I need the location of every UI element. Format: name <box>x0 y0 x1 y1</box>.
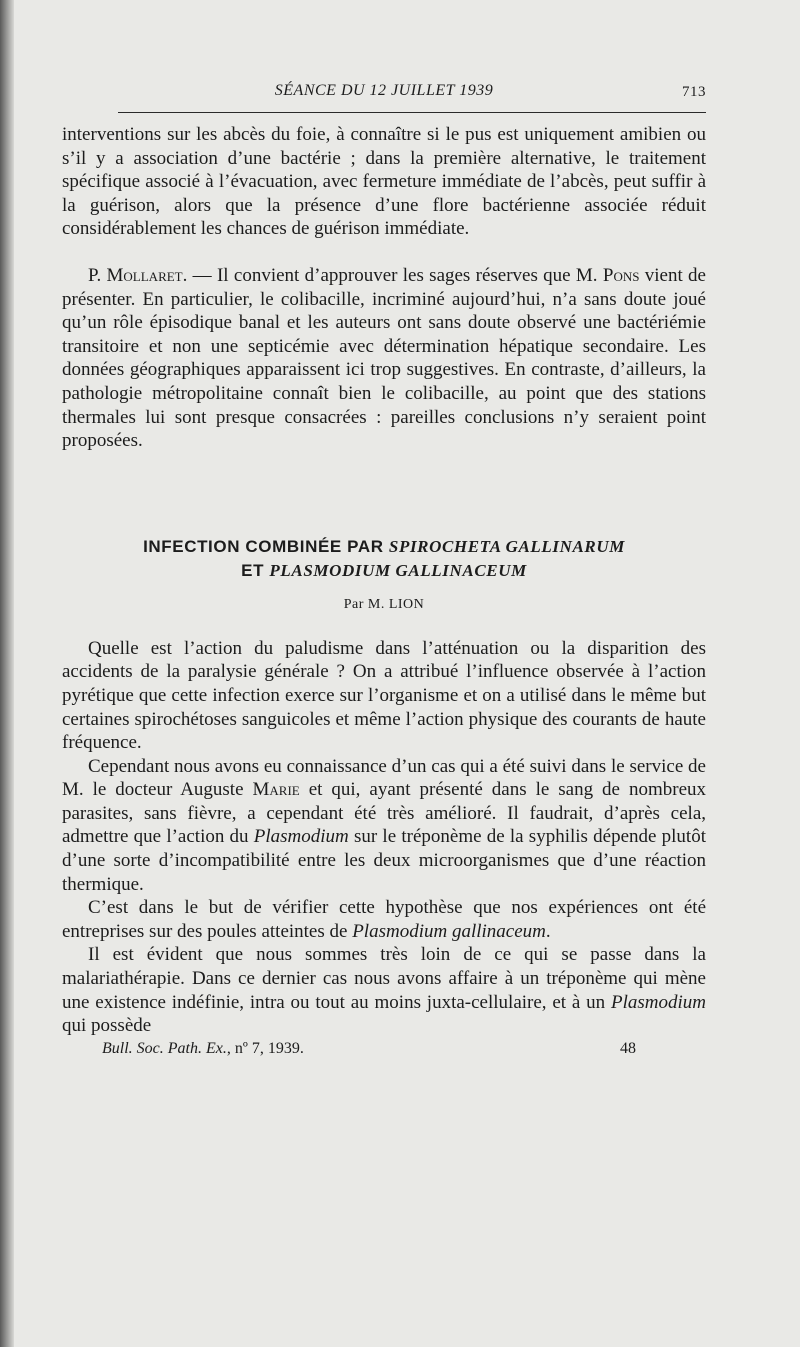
article-title <box>62 535 706 583</box>
page-header <box>62 78 706 104</box>
book-spine-shadow <box>0 0 14 1347</box>
article-title-line-2: ET PLASMODIUM GALLINACEUM <box>241 560 527 580</box>
cited-name: Marie <box>252 779 300 801</box>
article-paragraph-3: C’est dans le but de vérifier cette hypothèse que nos expériences ont été entreprises sur des poules atteintes de Plasmodium gallinaceum. <box>62 897 706 942</box>
header-rule <box>118 112 706 113</box>
cited-name: Pons <box>602 264 640 286</box>
journal-page <box>62 78 706 1064</box>
article-paragraph-4: Il est évident que nous sommes très loin de ce qui se passe dans la malariathérapie. Dans ce dernier cas nous avons affaire à un tréponème qui mène une existence indéfinie, intra ou tout au moins juxta-cellulaire, et à un Plasmodium qui possède <box>62 944 706 1037</box>
discussion-paragraph <box>62 264 706 453</box>
italic-term: Plasmodium <box>611 991 706 1013</box>
page-number: 713 <box>682 84 706 100</box>
article-paragraph-1: Quelle est l’action du paludisme dans l’atténuation ou la disparition des accidents de la paralysie générale ? On a attribué l’influence observée à l’action pyrétique que cette infection exerce sur l’organisme et on a utilisé dans le même but certaines spirochétoses sanguicoles et même l’action physique des courants de haute fréquence. <box>62 637 706 754</box>
article-title-line-1: INFECTION COMBINÉE PAR SPIROCHETA GALLINARUM <box>143 536 625 556</box>
discussion-text-1: — Il convient d’approuver les sages réserves que M. <box>187 264 603 286</box>
journal-reference: Bull. Soc. Path. Ex., nº 7, 1939. <box>102 1039 304 1057</box>
italic-term: Plasmodium <box>253 826 349 848</box>
page-footer <box>62 1040 706 1064</box>
species-name: SPIROCHETA GALLINARUM <box>388 536 625 556</box>
italic-term: Plasmodium gallinaceum <box>352 920 546 942</box>
author-byline: Par M. LION <box>343 596 425 612</box>
article-paragraph-2: Cependant nous avons eu connaissance d’un cas qui a été suivi dans le service de M. le docteur Auguste Marie et qui, ayant présenté dans le sang de nombreux parasites, sans fièvre, a cependant été très amélioré. Il faudrait, d’après cela, admettre que l’action du Plasmodium sur le tréponème de la syphilis dépende plutôt d’une sorte d’incompatibilité entre les deux microorganismes que d’une réaction thermique. <box>62 755 706 895</box>
discussion-text-2: vient de présenter. En particulier, le colibacille, incriminé aujourd’hui, n’a sans doute joué qu’un rôle épisodique banal et les auteurs ont sans doute observé une bactériémie transitoire et non une septicémie avec détermination hépatique secondaire. Les données géographiques apparaissent ici trop suggestives. En contraste, d’ailleurs, la pathologie métropolitaine connaît bien le colibacille, au point que des stations thermales lui sont presque consacrées : pareilles conclusions n’y seraient point proposées. <box>62 264 706 452</box>
speaker-name: P. Mollaret. <box>88 264 188 286</box>
running-title: SÉANCE DU 12 JUILLET 1939 <box>274 82 494 99</box>
species-name: PLASMODIUM GALLINACEUM <box>269 560 527 580</box>
continuation-paragraph: interventions sur les abcès du foie, à connaître si le pus est uniquement amibien ou s’il y a association d’une bactérie ; dans la première alternative, le traitement spécifique associé à l’évacuation, avec fermeture immédiate de l’abcès, peut suffir à la guérison, alors que la présence d’une flore bactérienne associée réduit considérablement les chances de guérison immédiate. <box>62 124 706 240</box>
signature-mark: 48 <box>620 1039 636 1057</box>
